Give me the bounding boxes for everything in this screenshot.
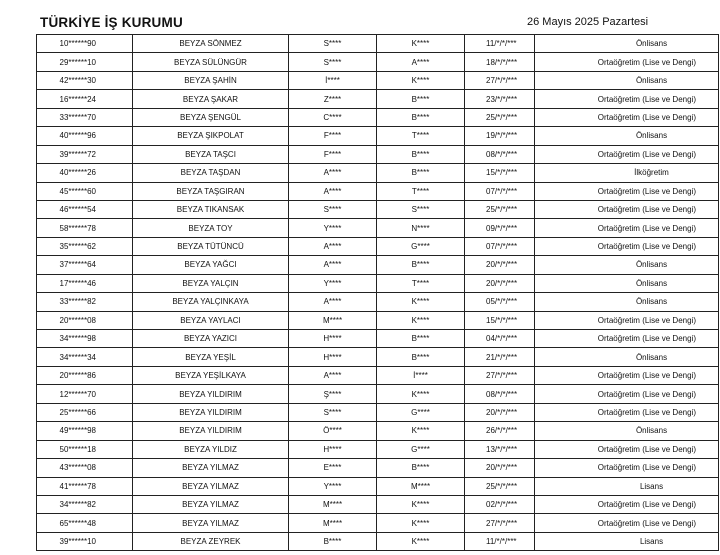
education-level-cell: Önlisans — [535, 256, 719, 274]
mother-name-cell: K**** — [377, 385, 465, 403]
mother-name-cell: K**** — [377, 532, 465, 550]
table-row — [37, 71, 719, 89]
tc-number-cell: 46******54 — [37, 200, 133, 218]
father-name-cell: E**** — [289, 459, 377, 477]
full-name-cell: BEYZA YEŞİL — [133, 348, 289, 366]
birth-date-cell: 26/*/*/*** — [465, 422, 535, 440]
mother-name-cell: K**** — [377, 293, 465, 311]
table-row — [37, 403, 719, 421]
birth-date-cell: 20/*/*/*** — [465, 256, 535, 274]
mother-name-cell: K**** — [377, 35, 465, 53]
tc-number-cell: 42******30 — [37, 71, 133, 89]
tc-number-cell: 16******24 — [37, 90, 133, 108]
full-name-cell: BEYZA ŞAHİN — [133, 71, 289, 89]
organization-title: TÜRKİYE İŞ KURUMU — [40, 15, 183, 30]
birth-date-cell: 15/*/*/*** — [465, 311, 535, 329]
father-name-cell: M**** — [289, 514, 377, 532]
tc-number-cell: 33******70 — [37, 108, 133, 126]
full-name-cell: BEYZA YEŞİLKAYA — [133, 366, 289, 384]
full-name-cell: BEYZA ŞAKAR — [133, 90, 289, 108]
tc-number-cell: 43******08 — [37, 459, 133, 477]
birth-date-cell: 07/*/*/*** — [465, 237, 535, 255]
table-row — [37, 293, 719, 311]
table-row — [37, 164, 719, 182]
tc-number-cell: 37******64 — [37, 256, 133, 274]
birth-date-cell: 27/*/*/*** — [465, 366, 535, 384]
father-name-cell: B**** — [289, 532, 377, 550]
education-level-cell: Ortaöğretim (Lise ve Dengi) — [535, 385, 719, 403]
birth-date-cell: 20/*/*/*** — [465, 274, 535, 292]
mother-name-cell: K**** — [377, 422, 465, 440]
father-name-cell: Y**** — [289, 274, 377, 292]
table-row — [37, 237, 719, 255]
mother-name-cell: A**** — [377, 53, 465, 71]
tc-number-cell: 58******78 — [37, 219, 133, 237]
education-level-cell: Ortaöğretim (Lise ve Dengi) — [535, 182, 719, 200]
father-name-cell: A**** — [289, 293, 377, 311]
birth-date-cell: 21/*/*/*** — [465, 348, 535, 366]
mother-name-cell: N**** — [377, 219, 465, 237]
mother-name-cell: B**** — [377, 90, 465, 108]
mother-name-cell: G**** — [377, 403, 465, 421]
father-name-cell: M**** — [289, 495, 377, 513]
full-name-cell: BEYZA YILDIRIM — [133, 403, 289, 421]
mother-name-cell: İ**** — [377, 366, 465, 384]
table-row — [37, 35, 719, 53]
table-row — [37, 330, 719, 348]
table-row — [37, 385, 719, 403]
education-level-cell: Önlisans — [535, 274, 719, 292]
father-name-cell: C**** — [289, 108, 377, 126]
tc-number-cell: 34******82 — [37, 495, 133, 513]
education-level-cell: Ortaöğretim (Lise ve Dengi) — [535, 403, 719, 421]
father-name-cell: H**** — [289, 440, 377, 458]
education-level-cell: Ortaöğretim (Lise ve Dengi) — [535, 366, 719, 384]
full-name-cell: BEYZA YILMAZ — [133, 495, 289, 513]
birth-date-cell: 13/*/*/*** — [465, 440, 535, 458]
education-level-cell: Önlisans — [535, 348, 719, 366]
full-name-cell: BEYZA YAĞCI — [133, 256, 289, 274]
mother-name-cell: S**** — [377, 200, 465, 218]
full-name-cell: BEYZA YILDIRIM — [133, 385, 289, 403]
tc-number-cell: 34******98 — [37, 330, 133, 348]
table-row — [37, 495, 719, 513]
tc-number-cell: 20******08 — [37, 311, 133, 329]
mother-name-cell: B**** — [377, 145, 465, 163]
table-row — [37, 53, 719, 71]
birth-date-cell: 09/*/*/*** — [465, 219, 535, 237]
father-name-cell: F**** — [289, 145, 377, 163]
tc-number-cell: 40******26 — [37, 164, 133, 182]
table-row — [37, 127, 719, 145]
birth-date-cell: 20/*/*/*** — [465, 403, 535, 421]
mother-name-cell: G**** — [377, 440, 465, 458]
birth-date-cell: 11/*/*/*** — [465, 532, 535, 550]
birth-date-cell: 08/*/*/*** — [465, 385, 535, 403]
birth-date-cell: 27/*/*/*** — [465, 514, 535, 532]
mother-name-cell: B**** — [377, 256, 465, 274]
tc-number-cell: 45******60 — [37, 182, 133, 200]
full-name-cell: BEYZA YILMAZ — [133, 459, 289, 477]
full-name-cell: BEYZA YILDIRIM — [133, 422, 289, 440]
education-level-cell: Lisans — [535, 477, 719, 495]
mother-name-cell: T**** — [377, 182, 465, 200]
father-name-cell: A**** — [289, 256, 377, 274]
birth-date-cell: 11/*/*/*** — [465, 35, 535, 53]
tc-number-cell: 65******48 — [37, 514, 133, 532]
full-name-cell: BEYZA YAYLACI — [133, 311, 289, 329]
full-name-cell: BEYZA TIKANSAK — [133, 200, 289, 218]
education-level-cell: Ortaöğretim (Lise ve Dengi) — [535, 459, 719, 477]
full-name-cell: BEYZA TAŞCI — [133, 145, 289, 163]
full-name-cell: BEYZA ŞIKPOLAT — [133, 127, 289, 145]
mother-name-cell: T**** — [377, 274, 465, 292]
education-level-cell: Ortaöğretim (Lise ve Dengi) — [535, 440, 719, 458]
father-name-cell: H**** — [289, 348, 377, 366]
birth-date-cell: 05/*/*/*** — [465, 293, 535, 311]
full-name-cell: BEYZA TAŞGIRAN — [133, 182, 289, 200]
father-name-cell: Z**** — [289, 90, 377, 108]
birth-date-cell: 07/*/*/*** — [465, 182, 535, 200]
education-level-cell: Önlisans — [535, 35, 719, 53]
table-row — [37, 514, 719, 532]
education-level-cell: Önlisans — [535, 71, 719, 89]
education-level-cell: Ortaöğretim (Lise ve Dengi) — [535, 200, 719, 218]
father-name-cell: A**** — [289, 366, 377, 384]
birth-date-cell: 25/*/*/*** — [465, 200, 535, 218]
birth-date-cell: 27/*/*/*** — [465, 71, 535, 89]
birth-date-cell: 25/*/*/*** — [465, 108, 535, 126]
tc-number-cell: 34******34 — [37, 348, 133, 366]
tc-number-cell: 39******72 — [37, 145, 133, 163]
table-row — [37, 90, 719, 108]
birth-date-cell: 02/*/*/*** — [465, 495, 535, 513]
full-name-cell: BEYZA YILMAZ — [133, 477, 289, 495]
father-name-cell: S**** — [289, 200, 377, 218]
full-name-cell: BEYZA ZEYREK — [133, 532, 289, 550]
father-name-cell: S**** — [289, 53, 377, 71]
full-name-cell: BEYZA SÖNMEZ — [133, 35, 289, 53]
mother-name-cell: B**** — [377, 348, 465, 366]
table-row — [37, 108, 719, 126]
mother-name-cell: M**** — [377, 477, 465, 495]
father-name-cell: A**** — [289, 237, 377, 255]
father-name-cell: A**** — [289, 164, 377, 182]
mother-name-cell: B**** — [377, 108, 465, 126]
table-row — [37, 459, 719, 477]
table-row — [37, 219, 719, 237]
birth-date-cell: 04/*/*/*** — [465, 330, 535, 348]
education-level-cell: Ortaöğretim (Lise ve Dengi) — [535, 514, 719, 532]
full-name-cell: BEYZA YALÇINKAYA — [133, 293, 289, 311]
table-row — [37, 366, 719, 384]
education-level-cell: Önlisans — [535, 127, 719, 145]
tc-number-cell: 49******98 — [37, 422, 133, 440]
mother-name-cell: K**** — [377, 71, 465, 89]
education-level-cell: İlköğretim — [535, 164, 719, 182]
tc-number-cell: 17******46 — [37, 274, 133, 292]
full-name-cell: BEYZA YILMAZ — [133, 514, 289, 532]
education-level-cell: Ortaöğretim (Lise ve Dengi) — [535, 90, 719, 108]
table-row — [37, 182, 719, 200]
father-name-cell: M**** — [289, 311, 377, 329]
education-level-cell: Ortaöğretim (Lise ve Dengi) — [535, 108, 719, 126]
table-row — [37, 274, 719, 292]
tc-number-cell: 20******86 — [37, 366, 133, 384]
birth-date-cell: 18/*/*/*** — [465, 53, 535, 71]
education-level-cell: Ortaöğretim (Lise ve Dengi) — [535, 53, 719, 71]
mother-name-cell: B**** — [377, 459, 465, 477]
education-level-cell: Ortaöğretim (Lise ve Dengi) — [535, 311, 719, 329]
education-level-cell: Önlisans — [535, 422, 719, 440]
tc-number-cell: 39******10 — [37, 532, 133, 550]
mother-name-cell: B**** — [377, 164, 465, 182]
education-level-cell: Ortaöğretim (Lise ve Dengi) — [535, 330, 719, 348]
full-name-cell: BEYZA SÜLÜNGÜR — [133, 53, 289, 71]
table-row — [37, 422, 719, 440]
full-name-cell: BEYZA TOY — [133, 219, 289, 237]
birth-date-cell: 15/*/*/*** — [465, 164, 535, 182]
full-name-cell: BEYZA TAŞDAN — [133, 164, 289, 182]
tc-number-cell: 12******70 — [37, 385, 133, 403]
full-name-cell: BEYZA YAZICI — [133, 330, 289, 348]
education-level-cell: Önlisans — [535, 293, 719, 311]
education-level-cell: Ortaöğretim (Lise ve Dengi) — [535, 495, 719, 513]
tc-number-cell: 50******18 — [37, 440, 133, 458]
father-name-cell: S**** — [289, 35, 377, 53]
mother-name-cell: K**** — [377, 514, 465, 532]
table-row — [37, 440, 719, 458]
father-name-cell: Y**** — [289, 219, 377, 237]
table-row — [37, 348, 719, 366]
father-name-cell: Ş**** — [289, 385, 377, 403]
father-name-cell: Ö**** — [289, 422, 377, 440]
table-row — [37, 145, 719, 163]
father-name-cell: F**** — [289, 127, 377, 145]
full-name-cell: BEYZA YALÇIN — [133, 274, 289, 292]
birth-date-cell: 19/*/*/*** — [465, 127, 535, 145]
mother-name-cell: G**** — [377, 237, 465, 255]
education-level-cell: Ortaöğretim (Lise ve Dengi) — [535, 237, 719, 255]
education-level-cell: Ortaöğretim (Lise ve Dengi) — [535, 145, 719, 163]
tc-number-cell: 29******10 — [37, 53, 133, 71]
report-date: 26 Mayıs 2025 Pazartesi — [527, 16, 649, 28]
father-name-cell: S**** — [289, 403, 377, 421]
page-header — [0, 0, 720, 34]
tc-number-cell: 35******62 — [37, 237, 133, 255]
tc-number-cell: 33******82 — [37, 293, 133, 311]
father-name-cell: A**** — [289, 182, 377, 200]
table-row — [37, 311, 719, 329]
mother-name-cell: B**** — [377, 330, 465, 348]
father-name-cell: H**** — [289, 330, 377, 348]
full-name-cell: BEYZA ŞENGÜL — [133, 108, 289, 126]
education-level-cell: Lisans — [535, 532, 719, 550]
birth-date-cell: 08/*/*/*** — [465, 145, 535, 163]
education-level-cell: Ortaöğretim (Lise ve Dengi) — [535, 219, 719, 237]
applicant-table — [36, 34, 719, 551]
applicant-table-body — [37, 35, 719, 551]
table-row — [37, 200, 719, 218]
tc-number-cell: 10******90 — [37, 35, 133, 53]
full-name-cell: BEYZA YILDIZ — [133, 440, 289, 458]
father-name-cell: Y**** — [289, 477, 377, 495]
birth-date-cell: 25/*/*/*** — [465, 477, 535, 495]
table-row — [37, 256, 719, 274]
birth-date-cell: 23/*/*/*** — [465, 90, 535, 108]
tc-number-cell: 40******96 — [37, 127, 133, 145]
table-row — [37, 477, 719, 495]
tc-number-cell: 41******78 — [37, 477, 133, 495]
full-name-cell: BEYZA TÜTÜNCÜ — [133, 237, 289, 255]
father-name-cell: İ**** — [289, 71, 377, 89]
mother-name-cell: K**** — [377, 311, 465, 329]
mother-name-cell: K**** — [377, 495, 465, 513]
birth-date-cell: 20/*/*/*** — [465, 459, 535, 477]
mother-name-cell: T**** — [377, 127, 465, 145]
tc-number-cell: 25******66 — [37, 403, 133, 421]
table-row — [37, 532, 719, 550]
